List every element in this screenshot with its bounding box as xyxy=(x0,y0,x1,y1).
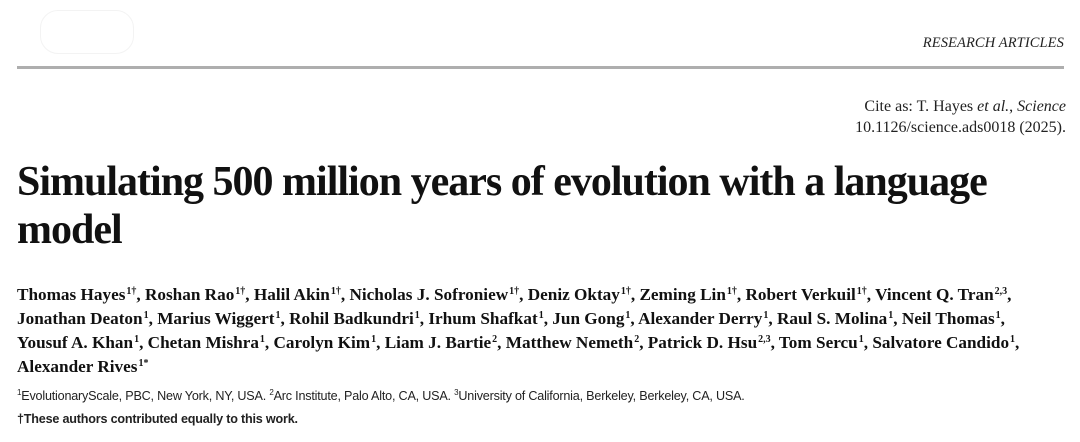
faint-logo-watermark xyxy=(40,10,134,54)
author-affiliation-mark: 1 xyxy=(134,334,140,345)
author-entry xyxy=(17,333,139,352)
author-entry xyxy=(506,333,639,352)
section-label: RESEARCH ARTICLES xyxy=(922,35,1064,51)
author-affiliation-mark: 1† xyxy=(330,286,341,297)
author-name: Rohil Badkundri xyxy=(289,309,414,328)
author-affiliation-mark: 1 xyxy=(371,334,377,345)
author-affiliation-mark: 1 xyxy=(888,310,894,321)
author-affiliation-mark: 1 xyxy=(414,310,420,321)
author-entry xyxy=(639,285,736,304)
author-name: Patrick D. Hsu xyxy=(647,333,758,352)
author-entry xyxy=(638,309,768,328)
author-name: Chetan Mishra xyxy=(147,333,259,352)
author-entry xyxy=(17,357,148,376)
citation-doi: 10.1126/science.ads0018 (2025). xyxy=(855,119,1066,136)
author-entry xyxy=(872,333,1015,352)
author-affiliation-mark: 1 xyxy=(625,310,631,321)
author-entry xyxy=(17,285,136,304)
author-entry xyxy=(777,309,893,328)
author-name: Alexander Derry xyxy=(638,309,763,328)
author-name: Raul S. Molina xyxy=(776,309,888,328)
author-name: Deniz Oktay xyxy=(527,285,620,304)
author-affiliation-mark: 1† xyxy=(235,286,246,297)
citation-prefix: Cite as: T. Hayes xyxy=(864,98,978,115)
affiliation-text: Arc Institute, Palo Alto, CA, USA. xyxy=(273,389,455,403)
author-entry xyxy=(648,333,771,352)
author-entry xyxy=(745,285,866,304)
author-name: Carolyn Kim xyxy=(273,333,371,352)
author-name: Yousuf A. Khan xyxy=(17,333,134,352)
author-affiliation-mark: 1 xyxy=(259,334,265,345)
author-affiliation-mark: 1* xyxy=(138,358,149,369)
author-affiliation-mark: 1 xyxy=(995,310,1001,321)
author-entry xyxy=(528,285,631,304)
author-entry xyxy=(349,285,519,304)
affiliation-text: University of California, Berkeley, Berkeley, CA, USA. xyxy=(458,389,745,403)
author-affiliation-mark: 1† xyxy=(509,286,520,297)
author-name: Liam J. Bartie xyxy=(384,333,492,352)
paper-title: Simulating 500 million years of evolution with a language model xyxy=(17,159,987,253)
author-entry xyxy=(17,309,149,328)
citation-journal: Science xyxy=(1017,98,1066,115)
affiliation-mark: 2 xyxy=(269,388,274,397)
author-affiliation-mark: 1† xyxy=(856,286,867,297)
author-name: Thomas Hayes xyxy=(17,285,126,304)
author-entry xyxy=(779,333,864,352)
author-name: Jonathan Deaton xyxy=(17,309,143,328)
author-name: Salvatore Candido xyxy=(872,333,1010,352)
author-name: Halil Akin xyxy=(253,285,330,304)
author-affiliation-mark: 1† xyxy=(620,286,631,297)
author-affiliation-mark: 1 xyxy=(1010,334,1016,345)
contribution-note: †These authors contributed equally to this work. xyxy=(17,412,298,426)
author-entry xyxy=(274,333,377,352)
affiliation-mark: 1 xyxy=(17,388,22,397)
author-entry xyxy=(145,285,245,304)
author-name: Robert Verkuil xyxy=(745,285,856,304)
author-name: Irhum Shafkat xyxy=(428,309,538,328)
author-affiliation-mark: 1† xyxy=(126,286,137,297)
author-affiliation-mark: 1 xyxy=(143,310,149,321)
author-name: Neil Thomas xyxy=(901,309,995,328)
author-name: Tom Sercu xyxy=(778,333,858,352)
author-name: Marius Wiggert xyxy=(157,309,275,328)
author-affiliation-mark: 1 xyxy=(763,310,769,321)
citation-etal: et al. xyxy=(977,98,1010,115)
citation-sep: , xyxy=(1009,98,1018,115)
author-entry xyxy=(254,285,341,304)
author-name: Matthew Nemeth xyxy=(505,333,634,352)
citation-line xyxy=(855,96,1066,117)
author-name: Vincent Q. Tran xyxy=(875,285,994,304)
affiliation-mark: 3 xyxy=(454,388,459,397)
author-entry xyxy=(902,309,1001,328)
affiliations xyxy=(17,388,1067,404)
author-affiliation-mark: 1 xyxy=(275,310,281,321)
affiliation-text: EvolutionaryScale, PBC, New York, NY, USA. xyxy=(21,389,270,403)
author-entry xyxy=(289,309,420,328)
header-rule xyxy=(17,66,1064,69)
author-list: Thomas Hayes$^{1\dagger}$, Roshan Rao$^{1\dagger}$, Halil Akin$^{1\dagger}$, Nicholas J. Sofroniew$^{1\dagger}$, Deniz Oktay$^{1\dagger}$, Zeming Lin$^{1\dagger}$, Robert Verkuil$^{1\dagger}$, Vincent Q. Tran$^{2,3}$, Jonathan Deaton$^1$, Marius Wiggert$^1$, Rohil Badkundri$^1$, Irhum Shafkat$^1$, Jun Gong$^1$, Alexander Derry$^1$, Raul S. Molina$^1$, Neil Thomas$^1$, Yousuf A. Khan$^1$, Chetan Mishra$^1$, Carolyn Kim$^1$, Liam J. Bartie$^2$, Matthew Nemeth$^2$, Patrick D. Hsu$^{2,3}$, Tom Sercu$^1$, Salvatore Candido$^1$, Alexander Rives$^{1*}$ xyxy=(17,285,1020,376)
author-affiliation-mark: 2,3 xyxy=(758,334,771,345)
citation-block xyxy=(855,96,1066,138)
author-affiliation-mark: 2,3 xyxy=(994,286,1008,297)
author-affiliation-mark: 1† xyxy=(726,286,737,297)
author-entry xyxy=(875,285,1007,304)
author-affiliation-mark: 1 xyxy=(858,334,864,345)
author-entry xyxy=(552,309,630,328)
author-affiliation-mark: 2 xyxy=(492,334,498,345)
author-name: Alexander Rives xyxy=(17,357,138,376)
author-affiliation-mark: 1 xyxy=(538,310,544,321)
author-entry xyxy=(428,309,543,328)
author-name: Zeming Lin xyxy=(639,285,726,304)
author-entry xyxy=(157,309,280,328)
author-name: Jun Gong xyxy=(552,309,625,328)
author-name: Nicholas J. Sofroniew xyxy=(349,285,509,304)
author-entry xyxy=(385,333,497,352)
author-name: Roshan Rao xyxy=(144,285,235,304)
author-entry xyxy=(148,333,265,352)
author-affiliation-mark: 2 xyxy=(634,334,640,345)
